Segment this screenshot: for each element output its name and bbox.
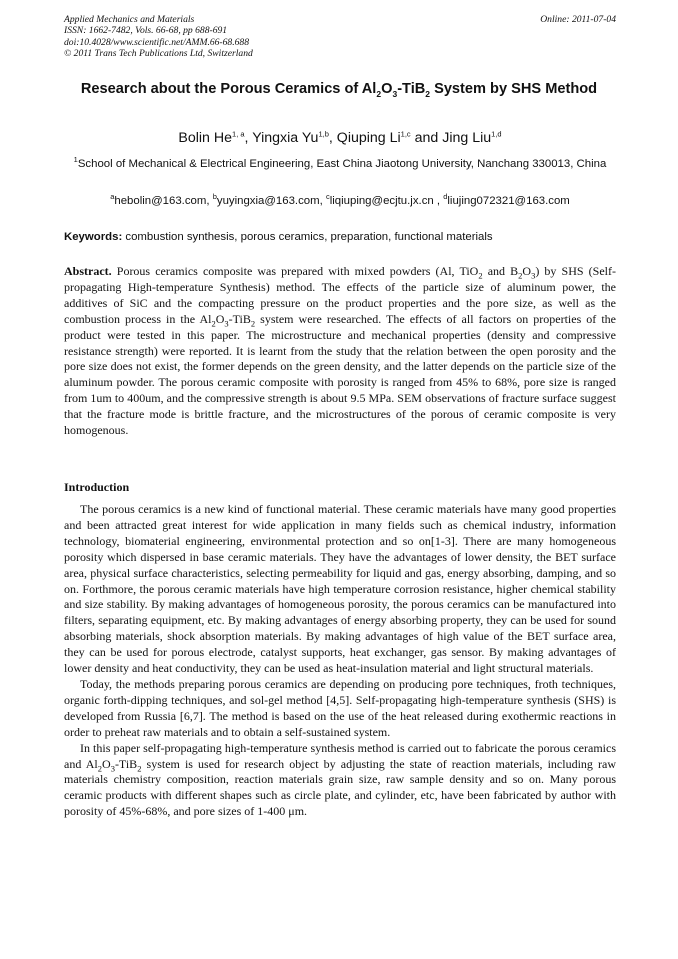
author: Bolin He$^{1, a}$,	[178, 129, 253, 146]
author-list	[64, 129, 616, 147]
author: Jing Liu$^{1,d}$	[442, 129, 502, 146]
online-date: Online: 2011-07-04	[540, 14, 616, 25]
section-heading-introduction: Introduction	[64, 480, 130, 494]
author: Qiuping Li$^{1,c}$ and	[336, 129, 443, 146]
paragraph: In this paper self-propagating high-temperature synthesis method is carried out to fabricate the porous ceramics and $Al_2O_3-TiB_2$ system is used for research object by adjusting the state of reaction materials, including raw materials chemistry composition, reaction materials grain size, raw sample density and so on. Many porous ceramic products with different shapes such as circle plate, and cylinder, etc, have been fabricated by author with porosity of 45%-68%, and pore sizes of 1-400 μm.	[64, 740, 616, 819]
abstract: Abstract. Porous ceramics composite was prepared with mixed powders (Al, TiO$_2$ and $B_2O_3$) by SHS (Self-propagating High-temperature Synthesis) method. The effects of the particle size of aluminum power, the additives of SiC and the compacting pressure on the product properties and the pore size, as well as the combustion process in the $Al_2O_3-TiB_2$ system were researched. The effects of all factors on properties of the product were tested in this paper. The microstructure and mechanical properties (density and compressive resistance strength) were reported. It is learnt from the study that the relation between the open porosity and the pore size does not exist, the former depends on the green density, and the latter depends on the particle size of the aluminum powder. The porous ceramic composite with porosity is ranged from 45% to 68%, pore size is ranged from 1um to 400um, and the compressive strength is about 9.5 MPa. SEM observations of fracture surface suggest that the fracture mode is brittle fracture, and the microstructures of the porous of ceramic composite is very homogenous.	[64, 264, 616, 438]
email[interactable]: $^a$hebolin@163.com	[110, 192, 207, 207]
keywords	[64, 229, 616, 245]
email[interactable]: $^c$liqiuping@ecjtu.jx.cn	[325, 192, 434, 207]
email-list: $^a$hebolin@163.com, $^b$yuyingxia@163.com, $^c$liqiuping@ecjtu.jx.cn , $^d$liujing072321@163.com	[110, 192, 570, 207]
paragraph: Today, the methods preparing porous ceramics are depending on producing pore techniques, froth techniques, organic forth-dipping techniques, and sol-gel method [4,5]. Self-propagating high-temperature synthesis (SHS) is developed from Russia [6,7]. The method is based on the use of the heat released during exothermic reactions in order to preheat raw materials and to obtain a self-sustained system.	[64, 676, 616, 739]
paper-title: Research about the Porous Ceramics of $Al_2O_3-TiB_2$ System by SHS Method	[80, 81, 598, 99]
doi-line: doi:10.4028/www.scientific.net/AMM.66-68.688	[64, 36, 250, 48]
journal-header	[64, 14, 616, 60]
email[interactable]: $^b$yuyingxia@163.com	[212, 192, 320, 207]
email[interactable]: $^d$liujing072321@163.com	[443, 192, 570, 207]
paragraph: The porous ceramics is a new kind of functional material. These ceramic materials have many good properties and been attracted great interest for wide application in many fields such as chemical industry, information technology, biomaterial engineering, environmental protection and so on[1-3]. There are many homogeneous porosity which dispersed in base ceramic materials. They have the advantages of lower density, the BET surface area, physical surface characteristics, selecting permeability for liquid and gas, energy absorbing, damping, and so on. Forthmore, the porous ceramic materials have high temperature corrosion resistance, higher chemical stability and size stability. By making advantages of homogeneous porosity, the porous ceramics can be manufactured into filters, separating equipment, etc. By making advantages of energy absorbing property, they can be used for sound absorbing materials, shock absorption materials. By making advantages of high value of the BET surface area, they can be used for porous electrode, catalyst supports, heat exchanger, gas sensor. By making advantages of lower density and heat conductivity, they can be used as heat-insulation material and light structural materials.	[64, 502, 616, 676]
keywords-label: Keywords:	[64, 231, 123, 243]
journal-name: Applied Mechanics and Materials	[64, 14, 195, 25]
introduction-body	[64, 502, 616, 820]
issn-line: ISSN: 1662-7482, Vols. 66-68, pp 688-691	[64, 25, 228, 37]
affiliation: $^1$School of Mechanical & Electrical Engineering, East China Jiaotong University, Nanchang 330013, China	[73, 155, 607, 170]
abstract-label: Abstract.	[64, 264, 112, 278]
keywords-text: combustion synthesis, porous ceramics, preparation, functional materials	[125, 231, 493, 243]
copyright-line: © 2011 Trans Tech Publications Ltd, Switzerland	[64, 48, 253, 60]
author: Yingxia Yu$^{1,b}$,	[252, 129, 337, 146]
